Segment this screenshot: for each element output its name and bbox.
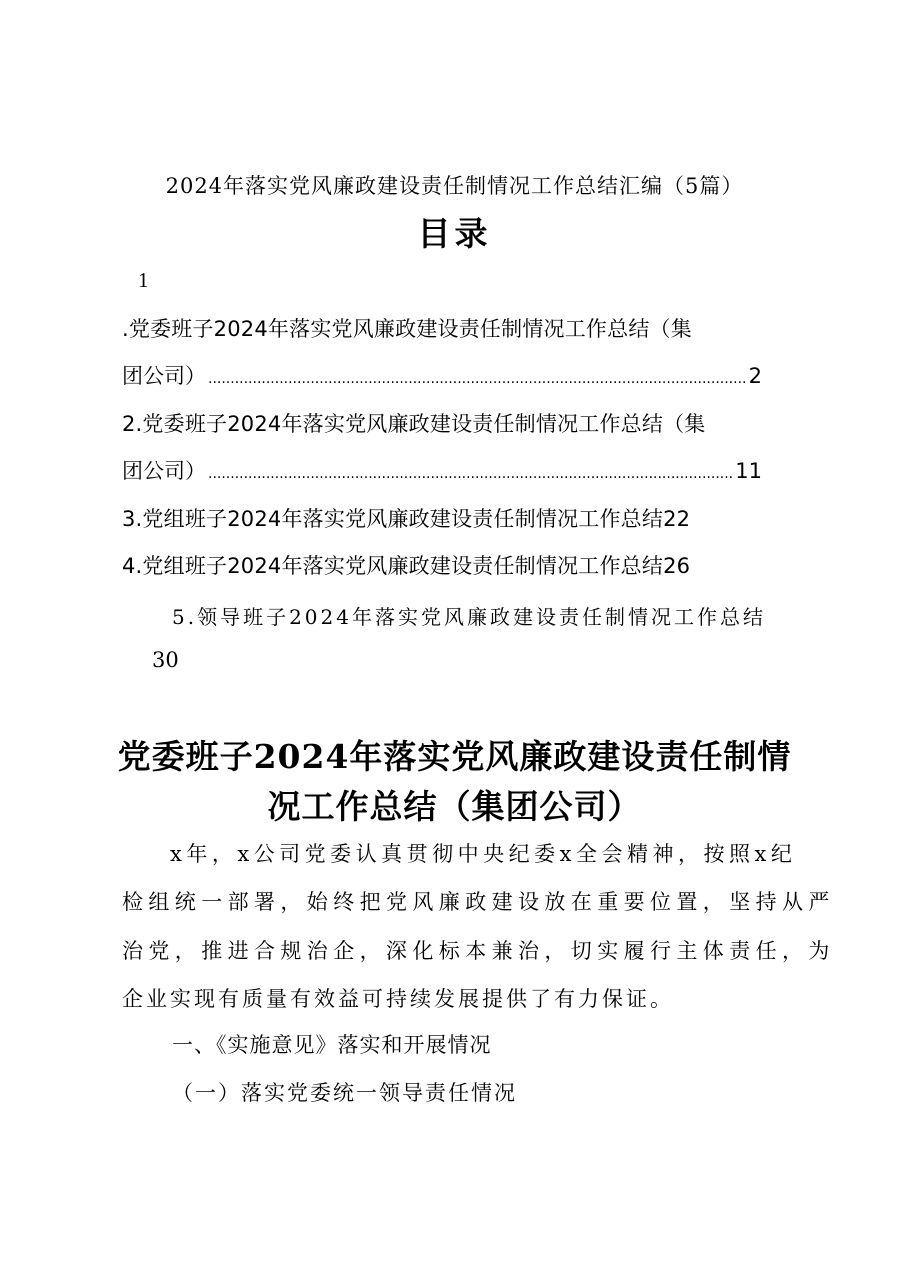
toc-item-5-page[interactable]: 30 bbox=[152, 648, 179, 672]
paragraph-line: x年，x公司党委认真贯彻中央纪委x全会精神，按照x纪 bbox=[170, 842, 797, 866]
toc-item-4[interactable]: 4.党组班子2024年落实党风廉政建设责任制情况工作总结26 bbox=[122, 554, 691, 578]
toc-item-2-line1[interactable]: 2.党委班子2024年落实党风廉政建设责任制情况工作总结（集 bbox=[122, 412, 706, 436]
paragraph-line: 检组统一部署，始终把党风廉政建设放在重要位置，坚持从严 bbox=[122, 890, 835, 914]
toc-item-2-text: 团公司） bbox=[122, 459, 206, 483]
paragraph-line: 企业实现有质量有效益可持续发展提供了有力保证。 bbox=[122, 987, 674, 1011]
toc-leader-dots bbox=[208, 364, 747, 388]
paragraph-line: 治党，推进合规治企，深化标本兼治，切实履行主体责任，为 bbox=[122, 939, 835, 963]
heading-level-1: 一、《实施意见》落实和开展情况 bbox=[172, 1033, 492, 1057]
toc-item-2-page: 11 bbox=[735, 459, 762, 483]
toc-item-1-number: 1 bbox=[138, 268, 149, 292]
heading-level-2: （一）落实党委统一领导责任情况 bbox=[172, 1081, 517, 1105]
toc-item-3[interactable]: 3.党组班子2024年落实党风廉政建设责任制情况工作总结22 bbox=[122, 507, 691, 531]
toc-item-1-text: 团公司） bbox=[122, 364, 206, 388]
toc-item-1-page: 2 bbox=[748, 364, 762, 388]
document-title: 2024年落实党风廉政建设责任制情况工作总结汇编（5篇） bbox=[165, 174, 744, 198]
toc-item-5[interactable]: 5.领导班子2024年落实党风廉政建设责任制情况工作总结 bbox=[172, 605, 766, 629]
toc-item-1-line1[interactable]: .党委班子2024年落实党风廉政建设责任制情况工作总结（集 bbox=[122, 317, 692, 341]
section-title-line1: 党委班子2024年落实党风廉政建设责任制情 bbox=[117, 737, 792, 776]
toc-heading: 目录 bbox=[417, 214, 492, 253]
toc-leader-dots bbox=[208, 459, 733, 483]
section-title-line2: 况工作总结（集团公司） bbox=[267, 787, 642, 826]
toc-item-2-line2[interactable] bbox=[122, 455, 762, 485]
toc-item-1-line2[interactable] bbox=[122, 360, 762, 390]
